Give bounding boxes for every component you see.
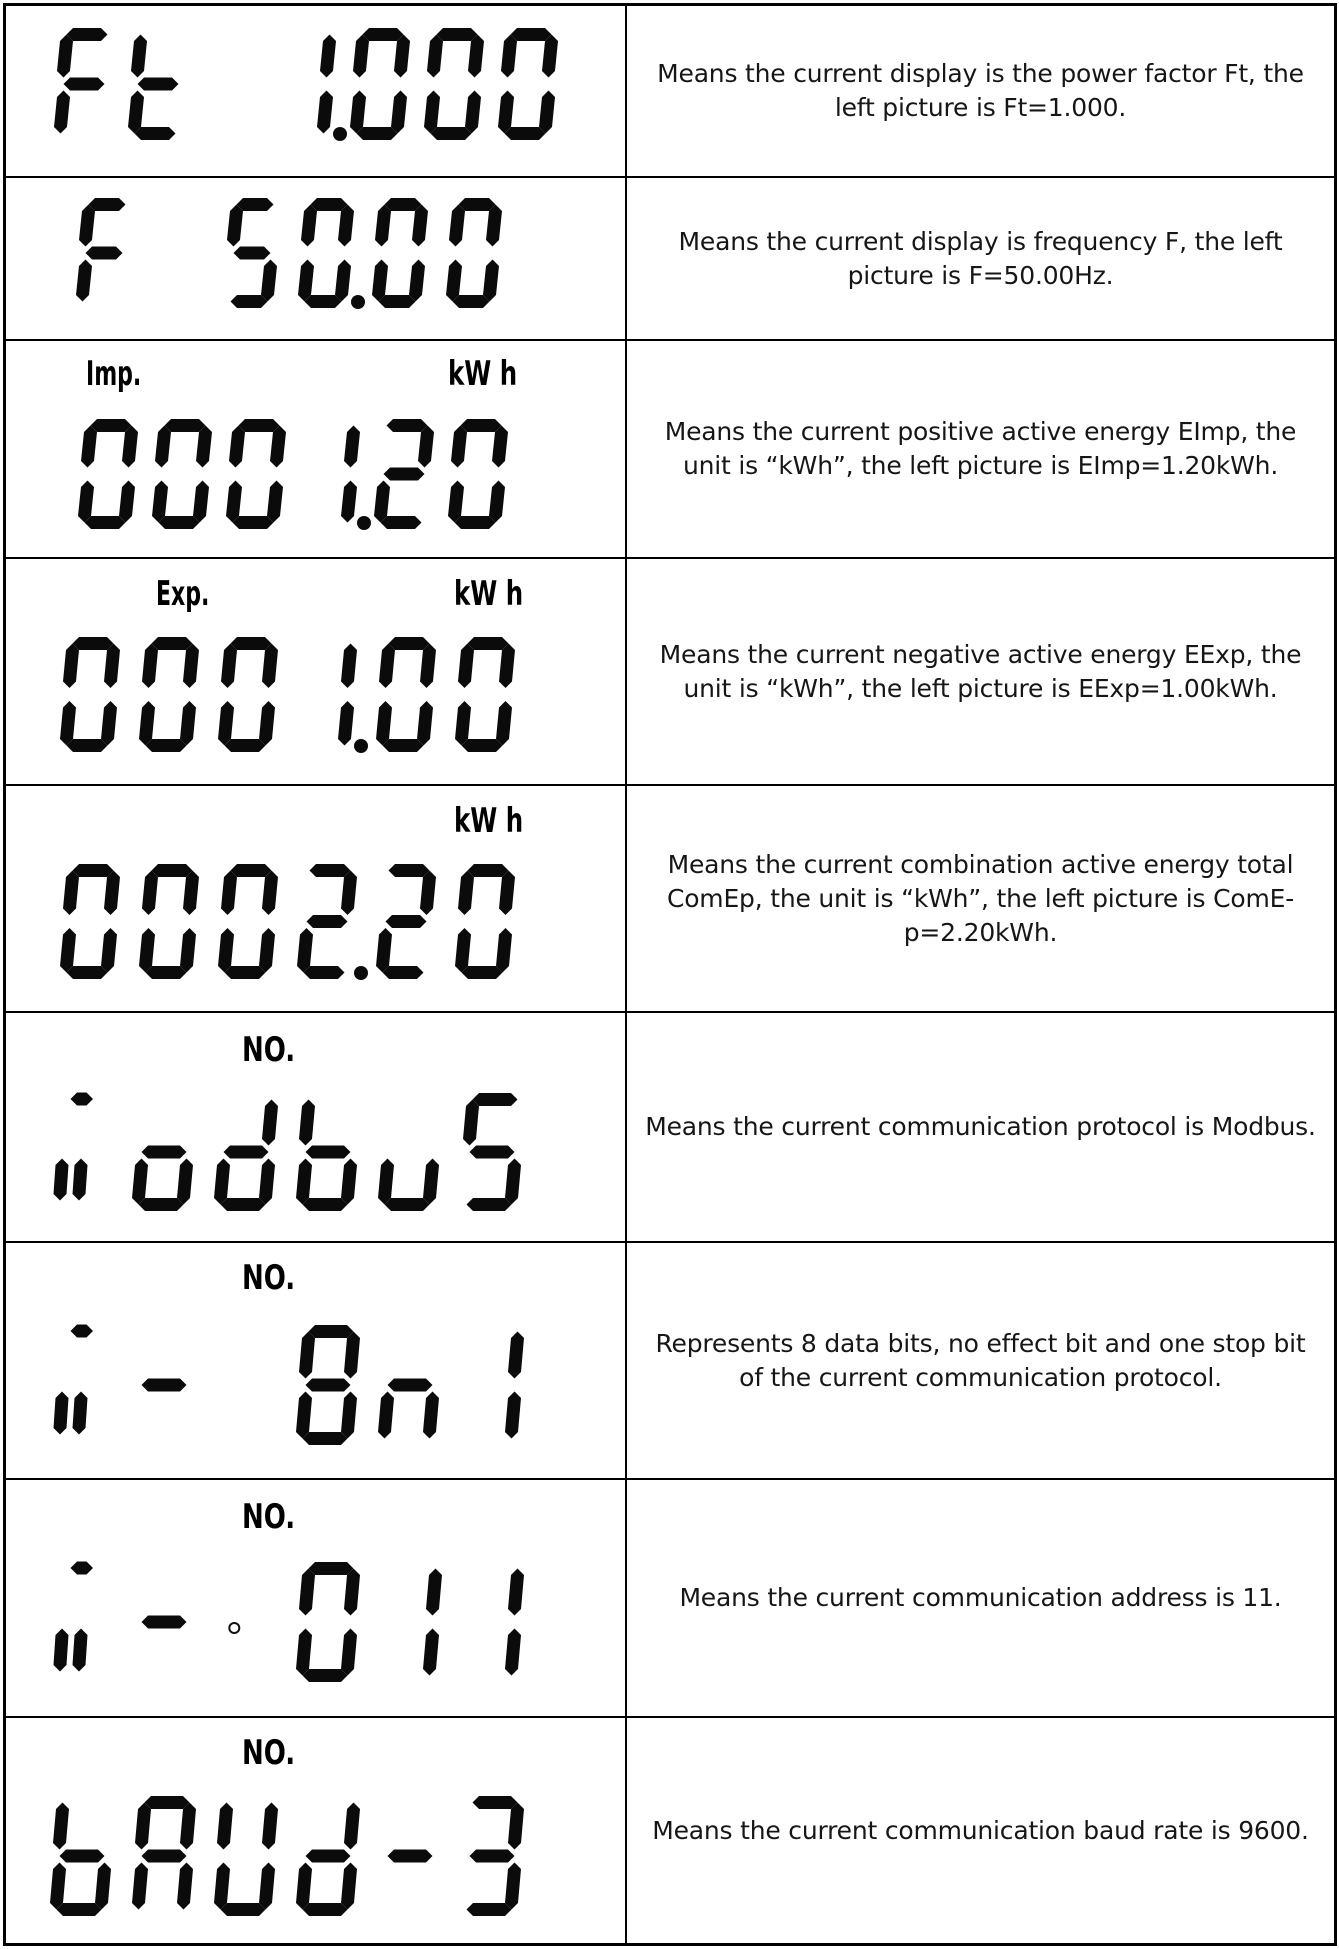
- lcd-decimal-point: [333, 127, 347, 141]
- lcd-segment: [463, 1100, 479, 1146]
- lcd-segment: [221, 1903, 266, 1916]
- lcd-segment: [132, 1863, 148, 1910]
- lcd-display: [6, 1243, 625, 1478]
- lcd-segment: [225, 739, 266, 752]
- lcd-segment: [462, 966, 503, 979]
- table-row: [6, 557, 1334, 784]
- lcd-segment: [76, 260, 92, 302]
- description-text: Means the current display is the power factor Ft, the left picture is Ft=1.000.: [657, 59, 1304, 122]
- lcd-segment: [423, 1629, 439, 1676]
- lcd-segment: [341, 481, 357, 523]
- lcd-segment: [53, 1803, 69, 1850]
- lcd-segment: [159, 516, 200, 529]
- lcd-display: [6, 1718, 625, 1943]
- lcd-segment: [214, 1159, 230, 1205]
- lcd-label-center: NO.: [242, 1497, 296, 1537]
- lcd-segment: [180, 701, 196, 746]
- lcd-segment: [262, 1803, 278, 1850]
- lcd-label-right: kW h: [454, 801, 524, 841]
- lcd-segment: [217, 1803, 233, 1850]
- lcd-segment: [453, 295, 490, 308]
- lcd-segment: [267, 481, 283, 523]
- lcd-segment: [449, 205, 465, 247]
- lcd-segment: [183, 871, 199, 916]
- lcd-segment: [468, 637, 509, 650]
- lcd-segment: [431, 127, 472, 140]
- lcd-decimal-point: [354, 966, 368, 980]
- lcd-segment: [262, 644, 278, 689]
- lcd-segment: [73, 637, 114, 650]
- lcd-segment: [303, 1669, 348, 1682]
- lcd-segment: [146, 966, 187, 979]
- lcd-segment: [152, 864, 193, 877]
- table-row: [6, 1241, 1334, 1478]
- description-text: Means the current communication baud rate is 9600.: [652, 1815, 1309, 1845]
- lcd-segment: [458, 644, 474, 689]
- lcd-segment: [64, 78, 105, 91]
- lcd-segment: [299, 1100, 315, 1146]
- lcd-decimal-point: [357, 516, 371, 530]
- lcd-label-left: Imp.: [86, 354, 142, 394]
- lcd-segment: [501, 35, 517, 78]
- lcd-segment: [508, 1332, 524, 1379]
- lcd-segment: [67, 739, 108, 752]
- lcd-decimal-point: [354, 739, 368, 753]
- lcd-segment: [344, 1332, 360, 1379]
- lcd-segment: [131, 35, 147, 78]
- lcd-label-center: NO.: [242, 1258, 296, 1298]
- lcd-segment: [455, 516, 496, 529]
- lcd-display: [6, 559, 625, 784]
- lcd-segment: [511, 28, 552, 41]
- lcd-segment: [101, 928, 117, 973]
- lcd-segment: [139, 1198, 184, 1211]
- lcd-segment: [458, 871, 474, 916]
- description-cell: [627, 341, 1334, 557]
- lcd-segment: [338, 701, 354, 746]
- description-text: Means the current communication protocol is Modbus.: [645, 1112, 1316, 1141]
- lcd-display-table: [3, 3, 1337, 1946]
- lcd-segment: [142, 1146, 187, 1159]
- lcd-segment: [135, 127, 176, 140]
- lcd-segment: [54, 91, 70, 134]
- lcd-segment: [165, 419, 206, 432]
- lcd-segment: [152, 637, 193, 650]
- lcd-segment: [379, 644, 395, 689]
- lcd-segment: [67, 966, 108, 979]
- table-row: [6, 176, 1334, 339]
- lcd-display-cell: [6, 559, 627, 784]
- lcd-segment: [303, 1198, 348, 1211]
- lcd-segment: [344, 426, 360, 468]
- lcd-segment: [385, 198, 422, 211]
- lcd-segment: [389, 637, 430, 650]
- lcd-segment: [375, 205, 391, 247]
- lcd-segment: [262, 871, 278, 916]
- lcd-segment: [455, 701, 471, 746]
- lcd-segment: [86, 247, 123, 260]
- lcd-segment: [231, 637, 272, 650]
- lcd-segment: [239, 419, 280, 432]
- lcd-segment: [462, 739, 503, 752]
- lcd-segment: [376, 701, 392, 746]
- lcd-label-center: NO.: [242, 1030, 296, 1070]
- lcd-segment: [193, 481, 209, 523]
- lcd-segment: [389, 864, 430, 877]
- lcd-segment: [357, 127, 398, 140]
- lcd-segment: [335, 260, 351, 302]
- lcd-segment: [496, 928, 512, 973]
- lcd-segment: [73, 1629, 88, 1672]
- table-row: [6, 1011, 1334, 1241]
- lcd-segment: [384, 468, 425, 481]
- lcd-segment: [57, 35, 73, 78]
- lcd-segment: [180, 928, 196, 973]
- lcd-segment: [388, 1379, 433, 1392]
- lcd-segment: [177, 1159, 193, 1205]
- lcd-segment: [303, 1903, 348, 1916]
- lcd-segment: [465, 91, 481, 134]
- lcd-segment: [473, 1093, 518, 1106]
- lcd-segment: [489, 481, 505, 523]
- lcd-segment: [470, 1146, 515, 1159]
- lcd-segment: [296, 1159, 312, 1205]
- lcd-segment: [142, 644, 158, 689]
- description-text: Represents 8 data bits, no effect bit and one stop bit of the current communication protocol.: [655, 1328, 1306, 1392]
- lcd-segment: [142, 1850, 187, 1863]
- lcd-segment: [296, 1863, 312, 1910]
- lcd-label-left: Exp.: [156, 574, 210, 614]
- lcd-segment: [391, 91, 407, 134]
- lcd-segment: [427, 35, 443, 78]
- lcd-segment: [304, 966, 345, 979]
- lcd-segment: [467, 1198, 512, 1211]
- lcd-segment: [296, 1392, 312, 1439]
- lcd-segment: [218, 928, 234, 973]
- lcd-segment: [261, 260, 277, 302]
- lcd-segment: [341, 1159, 357, 1205]
- table-row: [6, 784, 1334, 1011]
- lcd-segment: [95, 1863, 111, 1910]
- lcd-segment: [309, 1325, 354, 1338]
- lcd-segment: [142, 1616, 187, 1629]
- lcd-segment: [499, 871, 515, 916]
- lcd-segment: [259, 928, 275, 973]
- lcd-segment: [221, 871, 237, 916]
- lcd-segment: [104, 871, 120, 916]
- description-cell: [627, 6, 1334, 176]
- lcd-segment: [381, 516, 422, 529]
- lcd-segment: [437, 28, 478, 41]
- description-text: Means the current negative active energy EExp, the unit is “kWh”, the left picture is EExp=1.00kWh.: [659, 639, 1302, 703]
- lcd-segment: [303, 1432, 348, 1445]
- description-cell: [627, 1718, 1334, 1943]
- lcd-segment: [299, 1332, 315, 1379]
- lcd-segment: [233, 516, 274, 529]
- lcd-segment: [104, 644, 120, 689]
- lcd-segment: [63, 644, 79, 689]
- lcd-segment: [499, 644, 515, 689]
- lcd-segment: [505, 1159, 521, 1205]
- lcd-segment: [455, 928, 471, 973]
- lcd-segment: [470, 1850, 515, 1863]
- lcd-segment: [383, 739, 424, 752]
- lcd-segment: [341, 871, 357, 916]
- lcd-segment: [426, 1569, 442, 1616]
- lcd-segment: [67, 28, 108, 41]
- lcd-segment: [135, 1803, 151, 1850]
- lcd-segment: [119, 481, 135, 523]
- description-text: Means the current display is frequency F, the left picture is F=50.00Hz.: [678, 226, 1283, 290]
- lcd-segment: [101, 701, 117, 746]
- lcd-label-right: kW h: [454, 574, 524, 614]
- lcd-display-cell: [6, 178, 627, 339]
- lcd-segment: [451, 426, 467, 468]
- lcd-segment: [63, 871, 79, 916]
- lcd-segment: [363, 28, 404, 41]
- lcd-segment: [73, 1392, 88, 1435]
- lcd-segment: [146, 739, 187, 752]
- table-row: [6, 1478, 1334, 1716]
- lcd-segment: [379, 295, 416, 308]
- table-row: [6, 1716, 1334, 1943]
- lcd-display-cell: [6, 786, 627, 1011]
- lcd-segment: [483, 260, 499, 302]
- lcd-segment: [218, 701, 234, 746]
- description-cell: [627, 1013, 1334, 1241]
- lcd-segment: [214, 1863, 230, 1910]
- lcd-segment: [54, 1629, 69, 1672]
- lcd-segment: [423, 1159, 439, 1205]
- lcd-segment: [60, 1850, 105, 1863]
- lcd-segment: [183, 644, 199, 689]
- lcd-segment: [297, 928, 313, 973]
- lcd-segment: [71, 1562, 94, 1575]
- lcd-display-cell: [6, 6, 627, 176]
- lcd-label-right: kW h: [448, 354, 518, 394]
- lcd-segment: [237, 198, 274, 211]
- description-text: Means the current positive active energy EImp, the unit is “kWh”, the left picture is EImp=1.20kWh.: [664, 417, 1297, 480]
- lcd-segment: [539, 91, 555, 134]
- lcd-segment: [386, 915, 427, 928]
- lcd-segment: [73, 1159, 88, 1201]
- lcd-segment: [89, 198, 126, 211]
- description-cell: [627, 178, 1334, 339]
- lcd-segment: [306, 1146, 351, 1159]
- lcd-segment: [227, 205, 243, 247]
- lcd-segment: [461, 419, 502, 432]
- lcd-segment: [467, 1903, 512, 1916]
- lcd-display-cell: [6, 1243, 627, 1478]
- lcd-segment: [420, 644, 436, 689]
- lcd-segment: [132, 1159, 148, 1205]
- lcd-segment: [299, 1569, 315, 1616]
- lcd-segment: [142, 1379, 187, 1392]
- lcd-display-cell: [6, 1480, 627, 1716]
- lcd-segment: [306, 1379, 351, 1392]
- lcd-segment: [420, 871, 436, 916]
- lcd-segment: [387, 419, 428, 432]
- lcd-segment: [145, 1796, 190, 1809]
- lcd-segment: [224, 1146, 269, 1159]
- lcd-segment: [409, 260, 425, 302]
- lcd-segment: [296, 1629, 312, 1676]
- lcd-segment: [221, 1198, 266, 1211]
- lcd-segment: [305, 295, 342, 308]
- lcd-segment: [231, 864, 272, 877]
- lcd-segment: [341, 1629, 357, 1676]
- lcd-segment: [505, 1392, 521, 1439]
- description-text: Means the current communication address is 11.: [679, 1583, 1282, 1612]
- lcd-segment: [459, 198, 496, 211]
- lcd-display: [6, 178, 625, 339]
- description-cell: [627, 559, 1334, 784]
- lcd-segment: [505, 1629, 521, 1676]
- lcd-segment: [473, 1796, 518, 1809]
- lcd-segment: [79, 205, 95, 247]
- lcd-segment: [344, 1803, 360, 1850]
- lcd-segment: [301, 205, 317, 247]
- lcd-segment: [139, 701, 155, 746]
- lcd-display: [6, 786, 625, 1011]
- lcd-segment: [341, 1863, 357, 1910]
- lcd-segment: [138, 78, 179, 91]
- lcd-segment: [60, 701, 76, 746]
- description-text: Means the current combination active energy total ComEp, the unit is “kWh”, the left picture is ComE-p=2.20kWh.: [666, 849, 1295, 947]
- lcd-segment: [54, 1159, 69, 1201]
- lcd-segment: [229, 426, 245, 468]
- lcd-label-center: NO.: [242, 1733, 296, 1773]
- description-cell: [627, 1480, 1334, 1716]
- lcd-segment: [505, 127, 546, 140]
- lcd-segment: [306, 1850, 351, 1863]
- lcd-segment: [423, 1392, 439, 1439]
- lcd-segment: [259, 1863, 275, 1910]
- lcd-segment: [73, 864, 114, 877]
- lcd-display-cell: [6, 1013, 627, 1241]
- lcd-segment: [341, 1392, 357, 1439]
- lcd-segment: [259, 1159, 275, 1205]
- description-cell: [627, 786, 1334, 1011]
- lcd-segment: [344, 1569, 360, 1616]
- lcd-display-cell: [6, 341, 627, 557]
- lcd-segment: [50, 1863, 66, 1910]
- lcd-segment: [155, 426, 171, 468]
- lcd-segment: [508, 1569, 524, 1616]
- lcd-segment: [378, 1159, 394, 1205]
- lcd-segment: [60, 928, 76, 973]
- lcd-segment: [317, 91, 333, 134]
- lcd-segment: [177, 1863, 193, 1910]
- lcd-segment: [71, 1325, 94, 1338]
- lcd-segment: [234, 247, 271, 260]
- lcd-display: [6, 1480, 625, 1716]
- lcd-segment: [225, 966, 266, 979]
- lcd-segment: [508, 1803, 524, 1850]
- lcd-segment: [468, 864, 509, 877]
- lcd-segment: [85, 516, 126, 529]
- lcd-segment: [139, 928, 155, 973]
- table-row: [6, 6, 1334, 176]
- lcd-segment: [383, 966, 424, 979]
- lcd-segment: [307, 915, 348, 928]
- lcd-display-cell: [6, 1718, 627, 1943]
- lcd-segment: [91, 419, 132, 432]
- lcd-degree-mark: [229, 1623, 239, 1633]
- lcd-segment: [180, 1803, 196, 1850]
- lcd-segment: [259, 701, 275, 746]
- lcd-segment: [57, 1903, 102, 1916]
- lcd-decimal-point: [351, 295, 365, 309]
- lcd-segment: [311, 198, 348, 211]
- table-row: [6, 339, 1334, 557]
- lcd-segment: [417, 701, 433, 746]
- lcd-segment: [309, 1562, 354, 1575]
- lcd-segment: [221, 644, 237, 689]
- lcd-segment: [231, 295, 268, 308]
- lcd-segment: [388, 1850, 433, 1863]
- lcd-segment: [81, 426, 97, 468]
- lcd-segment: [378, 1392, 394, 1439]
- lcd-display: [6, 1013, 625, 1241]
- lcd-segment: [353, 35, 369, 78]
- lcd-segment: [320, 35, 336, 78]
- description-cell: [627, 1243, 1334, 1478]
- lcd-segment: [505, 1863, 521, 1910]
- lcd-segment: [376, 928, 392, 973]
- lcd-segment: [71, 1093, 94, 1106]
- lcd-segment: [341, 644, 357, 689]
- lcd-segment: [142, 871, 158, 916]
- lcd-segment: [385, 1198, 430, 1211]
- lcd-segment: [54, 1392, 69, 1435]
- lcd-display: [6, 6, 625, 176]
- lcd-segment: [496, 701, 512, 746]
- lcd-segment: [310, 864, 351, 877]
- lcd-segment: [262, 1100, 278, 1146]
